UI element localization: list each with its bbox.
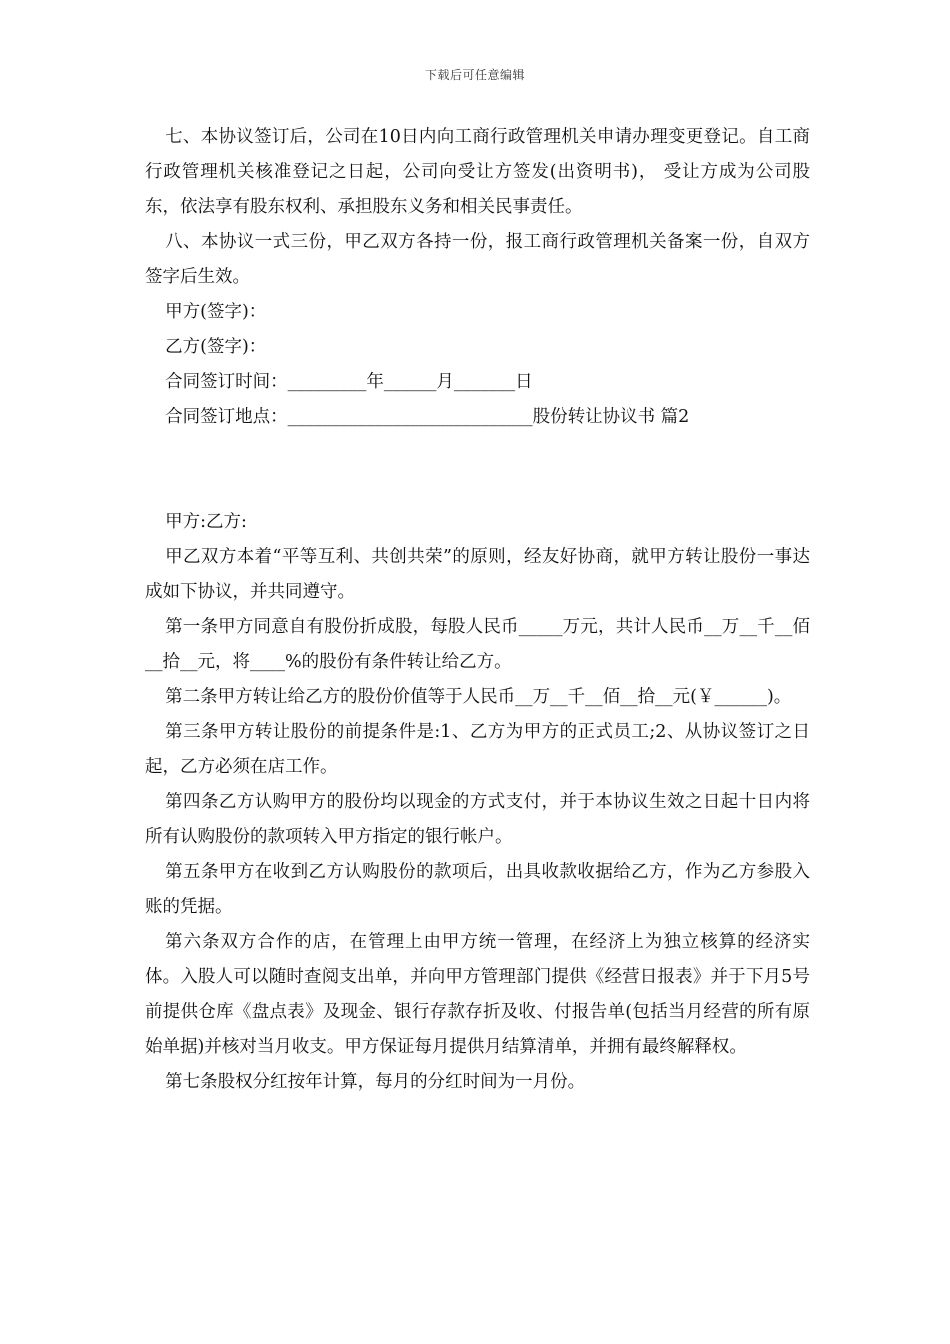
section-gap: [145, 435, 810, 505]
preamble-paragraph: 甲乙双方本着“平等互利、共创共荣”的原则，经友好协商，就甲方转让股份一事达成如下协议，并共同遵守。: [145, 547, 810, 602]
article-3: 第三条甲方转让股份的前提条件是:1、乙方为甲方的正式员工;2、从协议签订之日起，乙方必须在店工作。: [145, 722, 810, 777]
paragraph-clause-7: 七、本协议签订后，公司在10日内向工商行政管理机关申请办理变更登记。自工商行政管理机关核准登记之日起，公司向受让方签发(出资明书)， 受让方成为公司股东，依法享有股东权利、承担股东义务和相关民事责任。: [145, 127, 810, 217]
article-6: 第六条双方合作的店，在管理上由甲方统一管理，在经济上为独立核算的经济实体。入股人可以随时查阅支出单，并向甲方管理部门提供《经营日报表》并于下月5号前提供仓库《盘点表》及现金、银行存款存折及收、付报告单(包括当月经营的所有原始单据)并核对当月收支。甲方保证每月提供月结算清单，并拥有最终解释权。: [145, 932, 810, 1057]
document-body: [145, 120, 810, 1100]
article-7: 第七条股权分红按年计算，每月的分红时间为一月份。: [165, 1072, 586, 1092]
article-1: 第一条甲方同意自有股份折成股，每股人民币_____万元，共计人民币__万__千__佰__拾__元，将____%的股份有条件转让给乙方。: [145, 617, 810, 672]
party-b-signature-line: 乙方(签字)：: [165, 337, 267, 357]
contract-place-line: 合同签订地点：____________________________股份转让协议书 篇2: [165, 407, 690, 427]
contract-date-line: 合同签订时间：_________年______月_______日: [165, 372, 533, 392]
party-a-signature-line: 甲方(签字)：: [165, 302, 267, 322]
page-header: 下载后可任意编辑: [424, 68, 525, 82]
paragraph-clause-8: 八、本协议一式三份，甲乙双方各持一份，报工商行政管理机关备案一份，自双方签字后生效。: [145, 232, 810, 287]
article-4: 第四条乙方认购甲方的股份均以现金的方式支付，并于本协议生效之日起十日内将所有认购股份的款项转入甲方指定的银行帐户。: [145, 792, 810, 847]
article-5: 第五条甲方在收到乙方认购股份的款项后，出具收款收据给乙方，作为乙方参股入账的凭据。: [145, 862, 810, 917]
parties-line: 甲方:乙方:: [165, 512, 247, 532]
article-2: 第二条甲方转让给乙方的股份价值等于人民币__万__千__佰__拾__元(￥______)。: [165, 687, 792, 707]
